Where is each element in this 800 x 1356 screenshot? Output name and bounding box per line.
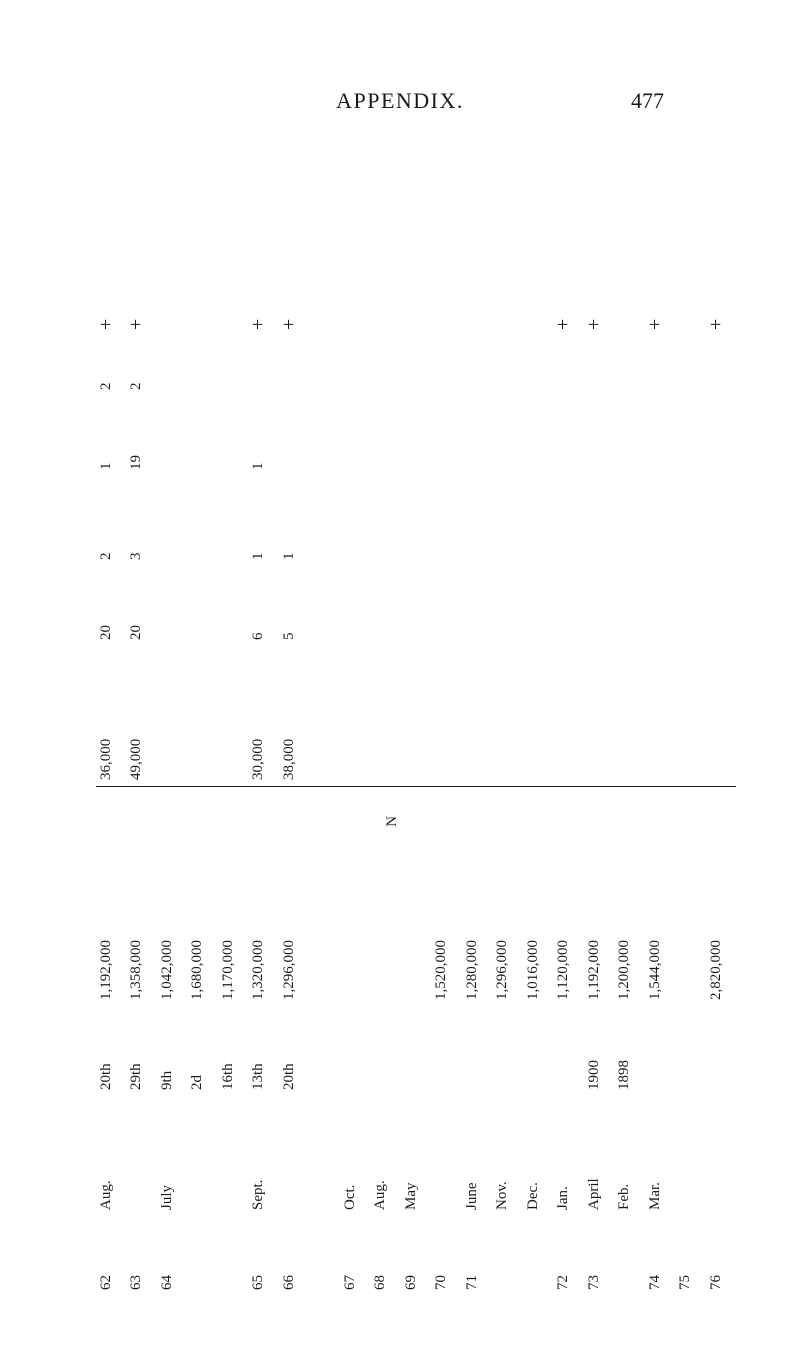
page-number: 477 <box>631 88 664 113</box>
table-column <box>675 240 695 1310</box>
table-column <box>706 240 726 1310</box>
table-cell-n0: 1,358,000 <box>128 940 145 1000</box>
table-cell-n0: 1,016,000 <box>524 940 541 1000</box>
table-cell-n0: 1,320,000 <box>250 940 267 1000</box>
table-cell-n2: 6 <box>250 632 267 640</box>
table-cell-month: Mar. <box>646 1182 663 1210</box>
table-cell-month: Feb. <box>616 1183 633 1210</box>
table-cell-month: Nov. <box>494 1181 511 1210</box>
table-cell-n1: 36,000 <box>98 738 114 780</box>
table-cell-date: 9th <box>158 1070 175 1090</box>
table-cell-n0: 1,192,000 <box>585 940 602 1000</box>
table-cell-n4: 1 <box>250 462 267 470</box>
table-column <box>584 240 604 1310</box>
table-column <box>462 240 482 1310</box>
table-column <box>126 240 146 1310</box>
table-cell-signs: + <box>277 318 300 330</box>
table-cell-n3: 3 <box>128 552 145 560</box>
table-cell-row-no: 69 <box>402 1275 419 1290</box>
table-cell-row-no: 76 <box>707 1275 724 1290</box>
running-head <box>0 88 800 128</box>
table-column <box>96 240 116 1310</box>
table-cell-n4: 1 <box>98 462 114 470</box>
table-cell-row-no: 67 <box>341 1275 358 1290</box>
table-cell-month: Dec. <box>524 1182 541 1210</box>
table-cell-row-no: 70 <box>433 1275 450 1290</box>
table-cell-signs: + <box>704 318 727 330</box>
table-cell-n0: 1,192,000 <box>98 940 114 1000</box>
page-title: APPENDIX. <box>336 88 464 113</box>
table-cell-date: 16th <box>219 1063 236 1090</box>
table-cell-month: Aug. <box>372 1180 389 1210</box>
table-cell-row-no: 72 <box>555 1275 572 1290</box>
table-cell-n0: 1,296,000 <box>280 940 297 1000</box>
table-cell-n3: 1 <box>280 552 297 560</box>
table-cell-date: 29th <box>128 1063 145 1090</box>
table-cell-month: June <box>463 1182 480 1210</box>
table-column <box>248 240 268 1310</box>
table-cell-n4: 19 <box>128 455 145 470</box>
table-cell-month: May <box>402 1182 419 1210</box>
table-cell-n1: 49,000 <box>128 738 145 780</box>
rotated-statistics-table <box>96 240 736 1310</box>
table-column <box>279 240 299 1310</box>
table-column <box>309 240 329 1310</box>
table-cell-signs: + <box>247 318 270 330</box>
table-cell-row-no: 75 <box>677 1275 694 1290</box>
table-cell-row-no: 63 <box>128 1275 145 1290</box>
table-cell-month: Aug. <box>98 1180 114 1210</box>
table-cell-month: Jan. <box>555 1186 572 1210</box>
table-column <box>645 240 665 1310</box>
table-cell-date: 2d <box>189 1075 206 1090</box>
table-column <box>157 240 177 1310</box>
table-cell-n1: 30,000 <box>250 738 267 780</box>
table-cell-n0: 1,520,000 <box>433 940 450 1000</box>
table-cell-n3: 1 <box>250 552 267 560</box>
table-cell-signs: + <box>643 318 666 330</box>
table-column <box>340 240 360 1310</box>
table-cell-n1: 38,000 <box>280 738 297 780</box>
table-cell-row-no: 73 <box>585 1275 602 1290</box>
table-cell-month: April <box>585 1178 602 1210</box>
table-cell-signs: + <box>125 318 148 330</box>
table-cell-n3: 2 <box>98 552 114 560</box>
table-cell-row-no: 66 <box>280 1275 297 1290</box>
n-mark: N <box>384 816 400 827</box>
table-cell-n0: 1,280,000 <box>463 940 480 1000</box>
table-cell-signs: + <box>95 318 117 330</box>
table-cell-signs: + <box>582 318 605 330</box>
table-column <box>370 240 390 1310</box>
table-cell-n0: 1,296,000 <box>494 940 511 1000</box>
table-cell-date: 20th <box>280 1063 297 1090</box>
table-column <box>187 240 207 1310</box>
table-cell-row-no: 71 <box>463 1275 480 1290</box>
table-cell-row-no: 74 <box>646 1275 663 1290</box>
table-column <box>492 240 512 1310</box>
table-cell-n0: 1,042,000 <box>158 940 175 1000</box>
table-cell-n2: 5 <box>280 632 297 640</box>
table-cell-month: Oct. <box>341 1184 358 1210</box>
table-cell-row-no: 64 <box>158 1275 175 1290</box>
table-cell-n0: 1,170,000 <box>219 940 236 1000</box>
table-cell-date: 20th <box>98 1063 114 1090</box>
table-cell-month: July <box>158 1184 175 1210</box>
table-column <box>553 240 573 1310</box>
table-cell-row-no: 62 <box>98 1275 114 1290</box>
table-cell-date: 13th <box>250 1063 267 1090</box>
table-cell-n0: 2,820,000 <box>707 940 724 1000</box>
table-column <box>431 240 451 1310</box>
table-cell-n0: 1,120,000 <box>555 940 572 1000</box>
table-rule <box>96 786 736 787</box>
table-column <box>523 240 543 1310</box>
table-cell-n2: 20 <box>128 625 145 640</box>
table-column <box>614 240 634 1310</box>
table-column <box>218 240 238 1310</box>
table-cell-n0: 1,544,000 <box>646 940 663 1000</box>
table-cell-date: 1900 <box>585 1060 602 1090</box>
table-cell-n0: 1,680,000 <box>189 940 206 1000</box>
table-cell-row-no: 68 <box>372 1275 389 1290</box>
table-cell-date: 1898 <box>616 1060 633 1090</box>
table-cell-n0: 1,200,000 <box>616 940 633 1000</box>
table-cell-n2: 20 <box>98 625 114 640</box>
table-cell-row-no: 65 <box>250 1275 267 1290</box>
table-cell-n5: 2 <box>98 382 114 390</box>
table-column <box>401 240 421 1310</box>
table-cell-month: Sept. <box>250 1179 267 1210</box>
table-cell-signs: + <box>552 318 575 330</box>
table-cell-n5: 2 <box>128 382 145 390</box>
